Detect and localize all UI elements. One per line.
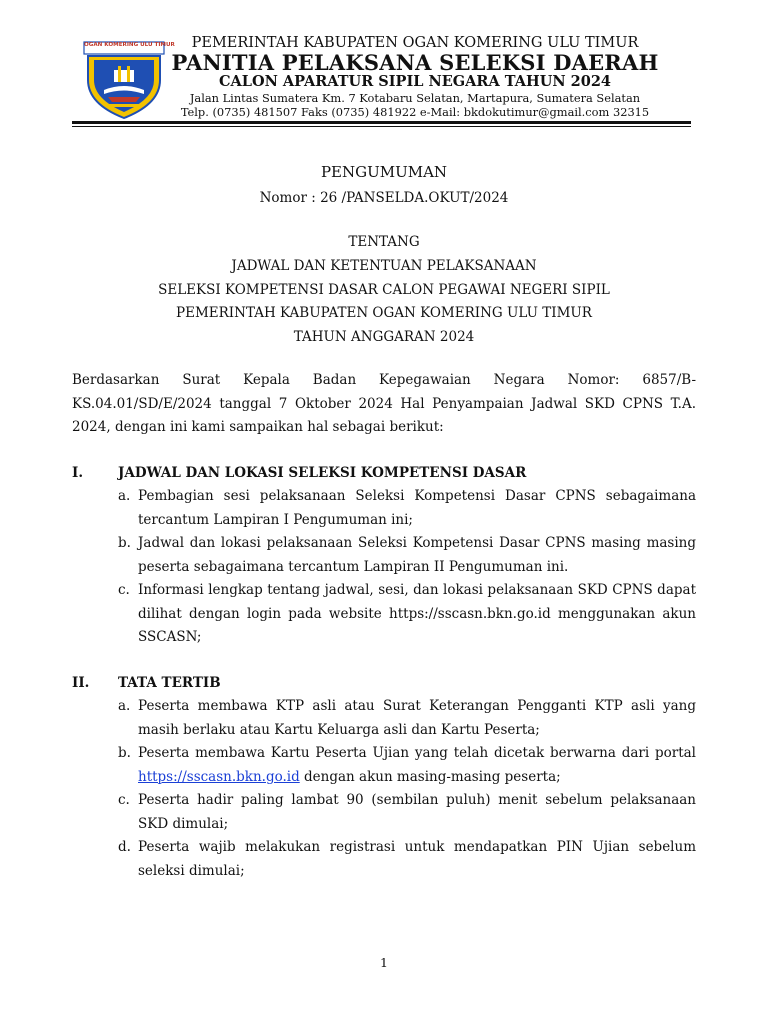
letterhead-contact: Telp. (0735) 481507 Faks (0735) 481922 e-Mail: bkdokutimur@gmail.com 32315 (180, 105, 650, 119)
letterhead-selection-title: CALON APARATUR SIPIL NEGARA TAHUN 2024 (218, 73, 612, 90)
subject-line: PEMERINTAH KABUPATEN OGAN KOMERING ULU TIMUR (176, 305, 592, 322)
page-number: 1 (380, 955, 388, 970)
item-letter: b. (118, 745, 131, 761)
item-text: Peserta hadir paling lambat 90 (sembilan puluh) menit sebelum pelaksanaan SKD dimulai; (138, 792, 696, 832)
item-text (138, 742, 696, 789)
list-item (118, 742, 696, 789)
section-item-list (72, 485, 696, 650)
item-letter: d. (118, 839, 131, 855)
letterhead (0, 0, 768, 130)
section-number: I. (72, 464, 84, 481)
item-letter: a. (118, 488, 131, 504)
section-title: JADWAL DAN LOKASI SELEKSI KOMPETENSI DASAR (118, 464, 527, 481)
section-heading (72, 672, 696, 696)
item-letter: c. (118, 582, 130, 598)
list-item (118, 485, 696, 532)
announcement-title-block (72, 160, 696, 350)
item-text: Jadwal dan lokasi pelaksanaan Seleksi Kompetensi Dasar CPNS masing masing peserta sebagaimana tercantum Lampiran II Pengumuman ini. (138, 535, 696, 575)
announcement-heading: PENGUMUMAN (320, 163, 448, 181)
section-heading (72, 462, 696, 486)
item-text: Informasi lengkap tentang jadwal, sesi, dan lokasi pelaksanaan SKD CPNS dapat dilihat dengan login pada website https://sscasn.bkn.go.id menggunakan akun SSCASN; (138, 582, 696, 645)
item-text-after-link: dengan akun masing-masing peserta; (299, 768, 561, 785)
item-letter: b. (118, 535, 131, 551)
item-text: Peserta membawa KTP asli atau Surat Keterangan Pengganti KTP asli yang masih berlaku atau Kartu Keluarga asli dan Kartu Peserta; (138, 698, 696, 738)
item-letter: a. (118, 698, 131, 714)
list-item (118, 532, 696, 579)
letterhead-government-line: PEMERINTAH KABUPATEN OGAN KOMERING ULU TIMUR (191, 35, 639, 51)
sscasn-portal-link[interactable]: https://sscasn.bkn.go.id (138, 768, 300, 785)
list-item (118, 579, 696, 650)
announcement-number: Nomor : 26 /PANSELDA.OKUT/2024 (259, 190, 509, 206)
list-item (118, 695, 696, 742)
section-number: II. (72, 674, 90, 691)
item-text: Pembagian sesi pelaksanaan Seleksi Kompetensi Dasar CPNS sebagaimana tercantum Lampiran I Pengumuman ini; (138, 488, 696, 528)
subject-line: TAHUN ANGGARAN 2024 (293, 329, 475, 346)
letterhead-rule-thin (72, 126, 691, 127)
subject-line: TENTANG (348, 234, 420, 250)
section-item-list (72, 695, 696, 883)
letterhead-rule-thick (72, 121, 691, 124)
letterhead-committee-name: PANITIA PELAKSANA SELEKSI DAERAH (171, 50, 659, 75)
crest-banner-text: OGAN KOMERING ULU TIMUR (84, 42, 175, 48)
announcement-body (72, 369, 696, 883)
section-title: TATA TERTIB (118, 674, 221, 691)
item-text-before-link: Peserta membawa Kartu Peserta Ujian yang telah dicetak berwarna dari portal (138, 745, 696, 761)
subject-line: JADWAL DAN KETENTUAN PELAKSANAAN (231, 257, 537, 274)
item-letter: c. (118, 792, 130, 808)
letterhead-address: Jalan Lintas Sumatera Km. 7 Kotabaru Selatan, Martapura, Sumatera Selatan (189, 91, 641, 105)
subject-line: SELEKSI KOMPETENSI DASAR CALON PEGAWAI NEGERI SIPIL (158, 281, 610, 298)
list-item (118, 789, 696, 836)
regency-crest-logo (78, 40, 175, 120)
item-text: Peserta wajib melakukan registrasi untuk mendapatkan PIN Ujian sebelum seleksi dimulai; (138, 839, 696, 879)
announcement-subject (72, 231, 696, 350)
intro-paragraph: Berdasarkan Surat Kepala Badan Kepegawaian Negara Nomor: 6857/B-KS.04.01/SD/E/2024 tanggal 7 Oktober 2024 Hal Penyampaian Jadwal SKD CPNS T.A. 2024, dengan ini kami sampaikan hal sebagai berikut: (72, 372, 696, 435)
list-item (118, 836, 696, 883)
